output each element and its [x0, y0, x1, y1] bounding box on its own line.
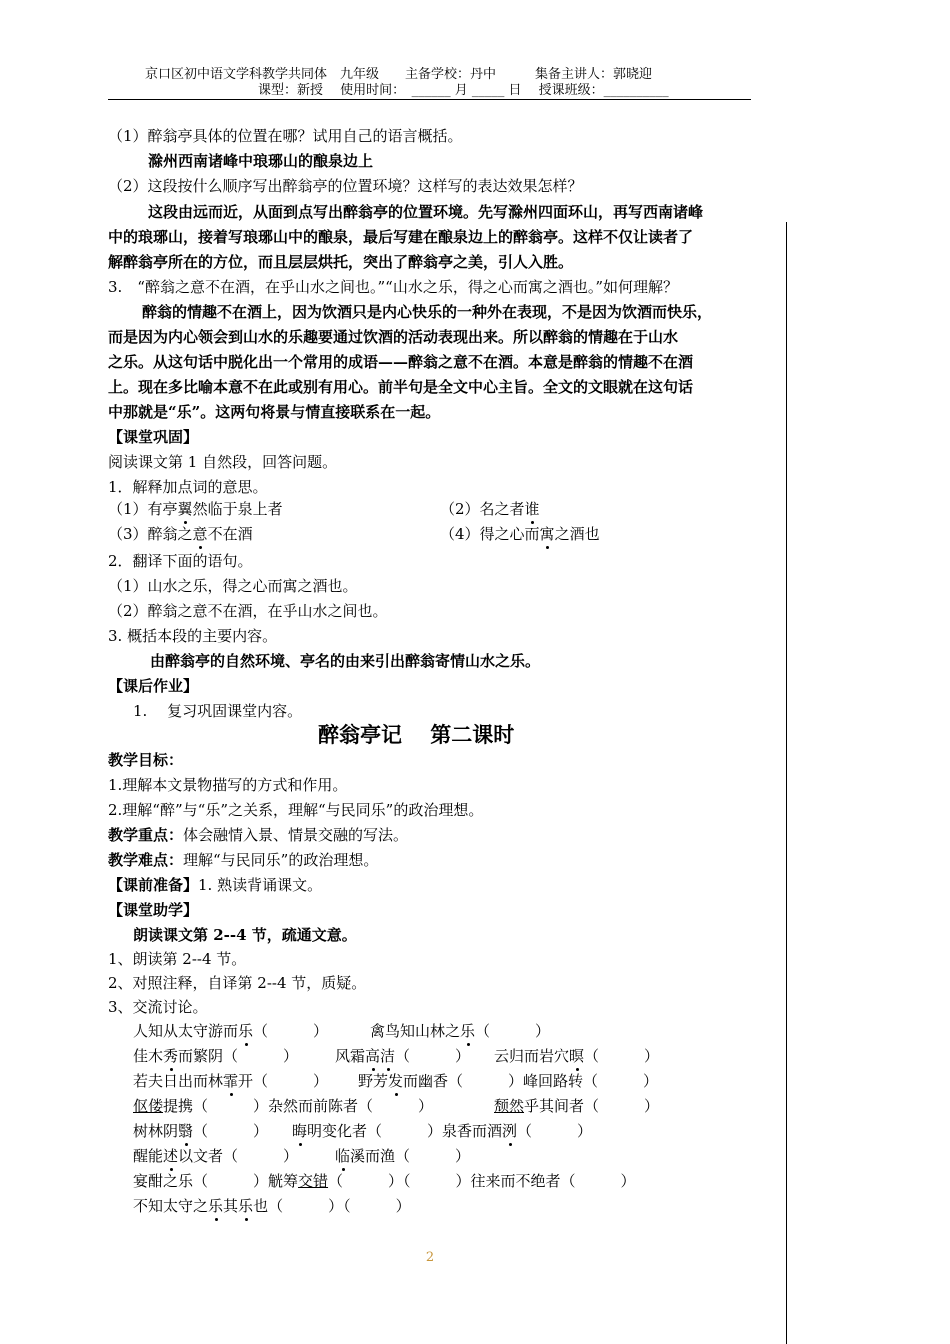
question-1: （1）醉翁亭具体的位置在哪？试用自己的语言概括。 [108, 127, 463, 145]
exercise-phrase [133, 1094, 433, 1118]
translate-1: （1）山水之乐，得之心而寓之酒也。 [108, 577, 358, 595]
section-heading-consolidation: 【课堂巩固】 [108, 428, 199, 446]
exercise-phrase: 晦明变化者（ ）泉香而酒洌（ ） [292, 1119, 592, 1143]
answer-2-line-1: 这段由远而近，从面到点写出醉翁亭的位置环境。先写滁州四面环山，再写西南诸峰 [148, 203, 704, 221]
exercise-phrase: 佳木秀而繁阴（ ） [133, 1044, 298, 1068]
underlined-word: 交错 [298, 1172, 329, 1190]
header-rule [108, 99, 751, 100]
exercise-text: 宴酣之乐（ ）觥筹 [133, 1172, 299, 1190]
word-question-2: （2）名之者谁 [440, 497, 540, 521]
answer-2-line-2: 中的琅琊山，接着写琅琊山中的酿泉，最后写建在酿泉边上的醉翁亭。这样不仅让读者了 [108, 228, 694, 246]
word-question-4: （4）得之心而寓之酒也 [440, 522, 600, 546]
preparation-label: 【课前准备】 [108, 876, 199, 894]
exercise-phrase: 临溪而渔（ ） [335, 1144, 470, 1168]
translate-2: （2）醉翁之意不在酒，在乎山水之间也。 [108, 602, 388, 620]
word-question-1: （1）有亭翼然临于泉上者 [108, 497, 283, 521]
lesson-title: 醉翁亭记 第二课时 [318, 722, 515, 747]
preparation-text: 1. 熟读背诵课文。 [198, 876, 323, 894]
header-line-1: 京口区初中语文学科教学共同体 九年级 主备学校：丹中 集备主讲人：郭晓迎 [145, 67, 653, 82]
answer-1: 滁州西南诸峰中琅琊山的酿泉边上 [148, 152, 374, 170]
step-2: 2、对照注释，自译第 2--4 节，质疑。 [108, 974, 367, 992]
exercise-phrase: 野芳发而幽香（ ）峰回路转（ ） [358, 1069, 658, 1093]
reading-instruction: 阅读课文第 1 自然段，回答问题。 [108, 453, 338, 471]
exercise-text: （ ）（ ）往来而不绝者（ ） [328, 1172, 636, 1190]
exercise-phrase: 树林阴翳（ ） [133, 1119, 268, 1143]
exercise-item-1: 1．解释加点词的意思。 [108, 478, 268, 496]
homework-item-1: 1. 复习巩固课堂内容。 [133, 702, 303, 720]
exercise-item-2: 2．翻译下面的语句。 [108, 552, 253, 570]
key-point-text: 体会融情入景、情景交融的写法。 [183, 826, 409, 844]
preparation [108, 873, 322, 897]
underlined-word: 伛偻 [133, 1097, 164, 1115]
question-2: （2）这段按什么顺序写出醉翁亭的位置环境？这样写的表达效果怎样？ [108, 177, 583, 195]
exercise-text: 乎其间者（ ） [524, 1097, 660, 1115]
exercise-item-3: 3. 概括本段的主要内容。 [108, 627, 278, 645]
goal-2: 2.理解“醉”与“乐”之关系，理解“与民同乐”的政治理想。 [108, 801, 484, 819]
answer-3-line-4: 上。现在多比喻本意不在此或别有用心。前半句是全文中心主旨。全文的文眼就在这句话 [108, 378, 694, 396]
exercise-phrase [494, 1094, 659, 1118]
margin-rule [786, 222, 787, 1344]
answer-3-line-1: 醉翁的情趣不在酒上，因为饮酒只是内心快乐的一种外在表现，不是因为饮酒而快乐， [142, 303, 713, 321]
exercise-phrase: 人知从太守游而乐（ ） [133, 1019, 328, 1043]
key-point-label: 教学重点： [108, 826, 184, 844]
difficulty [108, 848, 378, 872]
answer-3-line-2: 而是因为内心领会到山水的乐趣要通过饮酒的活动表现出来。所以醉翁的情趣在于山水 [108, 328, 679, 346]
answer-4: 由醉翁亭的自然环境、亭名的由来引出醉翁寄情山水之乐。 [150, 652, 541, 670]
goals-label: 教学目标： [108, 751, 184, 769]
exercise-phrase: 风霜高洁（ ） [335, 1044, 470, 1068]
exercise-phrase: 禽鸟知山林之乐（ ） [370, 1019, 550, 1043]
exercise-text: 提携（ ）杂然而前陈者（ ） [163, 1097, 434, 1115]
header-line-2: 课型：新授 使用时间： ______ 月 _____ 日 授课班级：__________ [258, 83, 669, 98]
answer-3-line-3: 之乐。从这句话中脱化出一个常用的成语——醉翁之意不在酒。本意是醉翁的情趣不在酒 [108, 353, 694, 371]
difficulty-text: 理解“与民同乐”的政治理想。 [183, 851, 379, 869]
exercise-phrase: 若夫日出而林霏开（ ） [133, 1069, 328, 1093]
section-heading-homework: 【课后作业】 [108, 677, 199, 695]
assist-title: 朗读课文第 2--4 节，疏通文意。 [133, 926, 357, 944]
word-question-3: （3）醉翁之意不在酒 [108, 522, 253, 546]
underlined-word: 颓然 [494, 1097, 525, 1115]
goal-1: 1.理解本文景物描写的方式和作用。 [108, 776, 348, 794]
step-1: 1、朗读第 2--4 节。 [108, 950, 247, 968]
page-number: 2 [425, 1250, 435, 1265]
exercise-phrase: 醒能述以文者（ ） [133, 1144, 298, 1168]
section-heading-assist: 【课堂助学】 [108, 901, 199, 919]
question-3: 3. “醉翁之意不在酒，在乎山水之间也。”“山水之乐，得之心而寓之酒也。”如何理解？ [108, 278, 678, 296]
key-point [108, 823, 408, 847]
exercise-phrase: 云归而岩穴暝（ ） [494, 1044, 659, 1068]
exercise-phrase [133, 1169, 636, 1193]
answer-3-line-5: 中那就是“乐”。这两句将景与情直接联系在一起。 [108, 403, 441, 421]
answer-2-line-3: 解醉翁亭所在的方位，而且层层烘托，突出了醉翁亭之美，引人入胜。 [108, 253, 574, 271]
exercise-phrase: 不知太守之乐其乐也（ ）（ ） [133, 1194, 411, 1218]
step-3: 3、交流讨论。 [108, 998, 208, 1016]
difficulty-label: 教学难点： [108, 851, 184, 869]
